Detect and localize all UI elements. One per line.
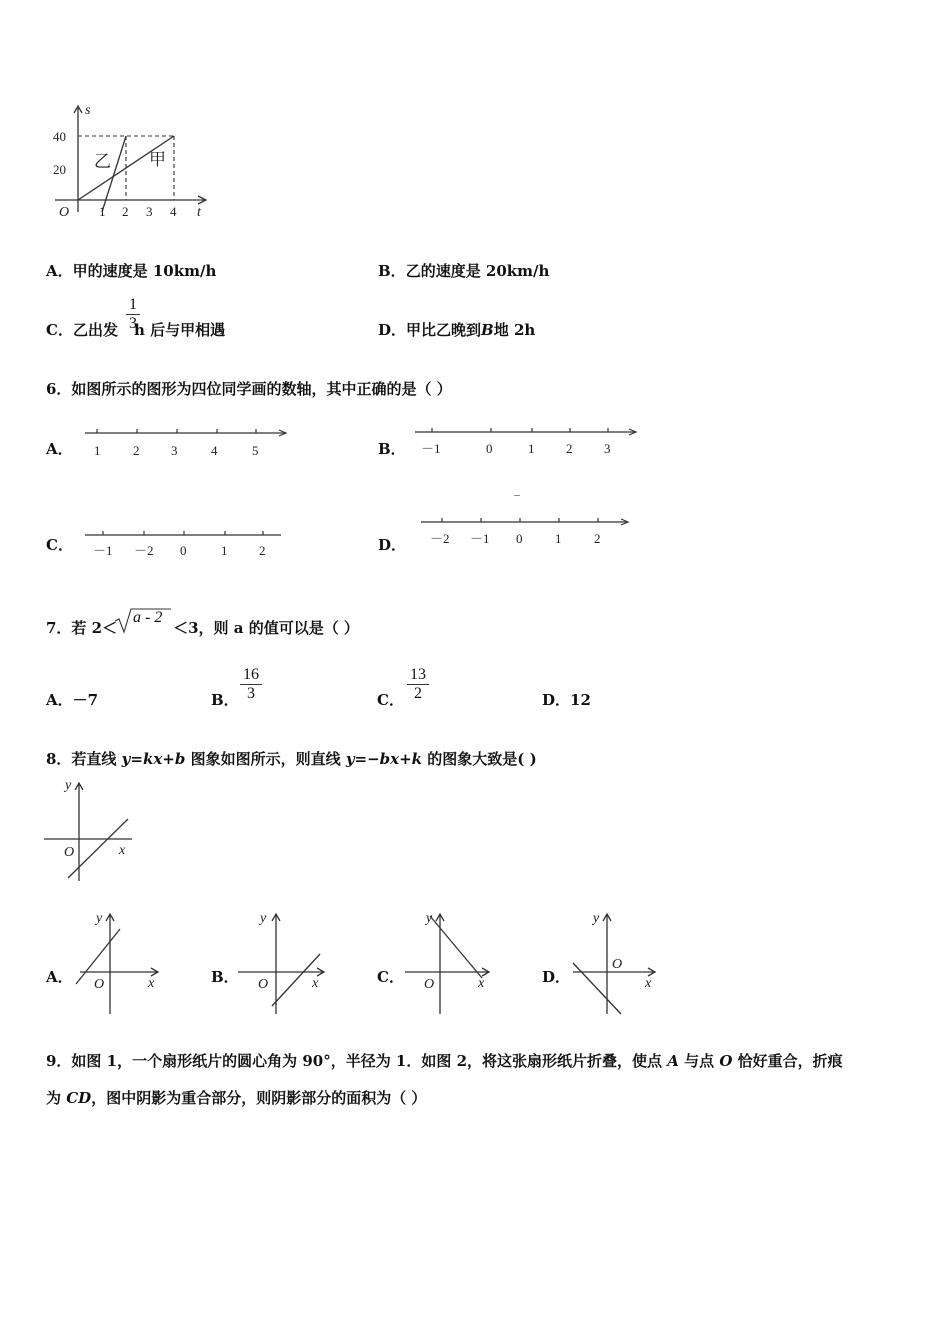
q8-eq2: y=−bx+k xyxy=(345,750,423,768)
q5-distance-time-graph xyxy=(45,100,225,225)
q8-option-c-graph xyxy=(400,906,495,1016)
q5-line-a-label: 甲 xyxy=(149,150,166,169)
axis-x: x xyxy=(119,843,126,858)
q8-stem: 8．若直线 y=kx+b 图象如图所示，则直线 y=−bx+k 的图象大致是( ) xyxy=(46,750,537,768)
axis-y: y xyxy=(65,778,72,793)
option-text: －7 xyxy=(72,691,99,709)
option-label: B． xyxy=(378,262,406,280)
q5-y-tick: 40 xyxy=(53,129,66,144)
q6-option-b-label[interactable]: B． xyxy=(378,440,406,458)
point-o: O xyxy=(719,1052,733,1070)
q7-option-b-fraction xyxy=(240,666,262,703)
q6-option-a-label[interactable]: A． xyxy=(46,440,73,458)
q5-x-axis-label: t xyxy=(197,205,201,220)
option-label: A． xyxy=(46,262,73,280)
q6-stem: 6．如图所示的图形为四位同学画的数轴，其中正确的是（ ） xyxy=(46,380,452,398)
q8-option-a-label[interactable]: A． xyxy=(46,968,73,986)
q5-option-b[interactable] xyxy=(378,261,549,281)
q7-stem-post: ＜3，则 a 的值可以是（ ） xyxy=(173,619,359,637)
option-text-post: 地 2h xyxy=(493,321,536,339)
q5-x-tick: 3 xyxy=(146,204,153,219)
fraction-denominator: 3 xyxy=(129,315,137,332)
tick-label: 1 xyxy=(555,531,562,546)
q5-option-a[interactable] xyxy=(46,261,216,281)
q6-option-c-label[interactable]: C． xyxy=(46,536,73,554)
segment-cd: CD xyxy=(66,1089,92,1107)
tick-label: 3 xyxy=(171,443,178,458)
option-text: 乙的速度是 20km/h xyxy=(405,262,550,280)
q8-option-b-graph xyxy=(236,906,331,1016)
q8-given-graph xyxy=(44,775,144,885)
option-text: 12 xyxy=(570,691,591,709)
axis-origin: O xyxy=(94,977,105,992)
q8-option-c-label[interactable]: C． xyxy=(377,968,404,986)
axis-y: y xyxy=(260,911,267,926)
q5-option-d[interactable] xyxy=(378,320,535,340)
option-text-post: h 后与甲相遇 xyxy=(133,321,226,339)
tick-label: 2 xyxy=(259,543,266,558)
tick-label: 0 xyxy=(486,441,493,456)
tick-label: 2 xyxy=(594,531,601,546)
fraction-numerator: 16 xyxy=(240,666,262,685)
option-text-pre: 乙出发 xyxy=(72,321,118,339)
q5-option-c-fraction xyxy=(126,296,140,333)
axis-origin: O xyxy=(424,977,435,992)
q5-line-b-label: 乙 xyxy=(94,152,111,171)
option-text: 甲的速度是 10km/h xyxy=(72,262,217,280)
q6-stray-mark: _ xyxy=(514,482,520,496)
tick-label: 2 xyxy=(133,443,140,458)
option-label: C． xyxy=(377,691,404,709)
option-label: D． xyxy=(378,321,407,339)
option-label: B． xyxy=(211,691,239,709)
axis-y: y xyxy=(593,911,600,926)
q7-option-c-fraction xyxy=(407,666,429,703)
q7-option-c[interactable] xyxy=(377,690,404,710)
tick-label: －1 xyxy=(421,441,441,456)
q6-option-d-label[interactable]: D． xyxy=(378,536,407,554)
tick-label: 3 xyxy=(604,441,611,456)
axis-origin: O xyxy=(258,977,269,992)
axis-x: x xyxy=(312,976,319,991)
q7-stem-pre: 7．若 2＜ xyxy=(46,619,118,637)
option-label: C． xyxy=(46,321,73,339)
tick-label: 2 xyxy=(566,441,573,456)
q9-stem-line2: 为 CD，图中阴影为重合部分，则阴影部分的面积为（ ） xyxy=(46,1089,427,1107)
tick-label: －2 xyxy=(430,531,450,546)
tick-label: 0 xyxy=(180,543,187,558)
q5-origin-label: O xyxy=(59,205,70,220)
q6-number-line-a xyxy=(85,425,295,465)
q7-option-b[interactable] xyxy=(211,690,239,710)
axis-origin: O xyxy=(64,845,75,860)
point-b: B xyxy=(481,321,494,339)
fraction-numerator: 1 xyxy=(126,296,140,315)
axis-y: y xyxy=(426,911,433,926)
tick-label: 0 xyxy=(516,531,523,546)
q5-x-tick: 2 xyxy=(122,204,129,219)
q5-x-tick: 4 xyxy=(170,204,177,219)
axis-x: x xyxy=(645,976,652,991)
axis-origin: O xyxy=(612,957,623,972)
q7-stem xyxy=(46,618,359,638)
option-label: A． xyxy=(46,691,73,709)
q8-option-b-label[interactable]: B． xyxy=(211,968,239,986)
axis-x: x xyxy=(478,976,485,991)
q8-option-d-graph xyxy=(567,906,662,1016)
tick-label: 5 xyxy=(252,443,259,458)
fraction-denominator: 3 xyxy=(247,685,255,702)
tick-label: －2 xyxy=(134,543,154,558)
q7-option-a[interactable] xyxy=(46,690,98,710)
tick-label: －1 xyxy=(93,543,113,558)
axis-y: y xyxy=(96,911,103,926)
q7-radicand: a - 2 xyxy=(133,609,163,626)
q8-option-d-label[interactable]: D． xyxy=(542,968,571,986)
q9-stem-line1: 9．如图 1，一个扇形纸片的圆心角为 90°，半径为 1．如图 2，将这张扇形纸片折叠，使点 A 与点 O 恰好重合，折痕 xyxy=(46,1052,843,1070)
tick-label: 1 xyxy=(94,443,101,458)
point-a: A xyxy=(667,1052,679,1070)
q6-number-line-b xyxy=(415,424,645,464)
axis-x: x xyxy=(148,976,155,991)
tick-label: 1 xyxy=(528,441,535,456)
q8-option-a-graph xyxy=(70,906,165,1016)
option-text-pre: 甲比乙晚到 xyxy=(406,321,482,339)
option-label: D． xyxy=(542,691,571,709)
q8-eq1: y=kx+b xyxy=(121,750,186,768)
q5-x-tick: 1 xyxy=(99,204,106,219)
q6-number-line-d xyxy=(421,514,641,554)
fraction-denominator: 2 xyxy=(414,685,422,702)
q7-option-d[interactable] xyxy=(542,690,591,710)
tick-label: 1 xyxy=(221,543,228,558)
q5-y-tick: 20 xyxy=(53,162,66,177)
q6-number-line-c xyxy=(85,527,295,567)
tick-label: 4 xyxy=(211,443,218,458)
tick-label: －1 xyxy=(470,531,490,546)
fraction-numerator: 13 xyxy=(407,666,429,685)
q5-y-axis-label: s xyxy=(85,103,91,118)
